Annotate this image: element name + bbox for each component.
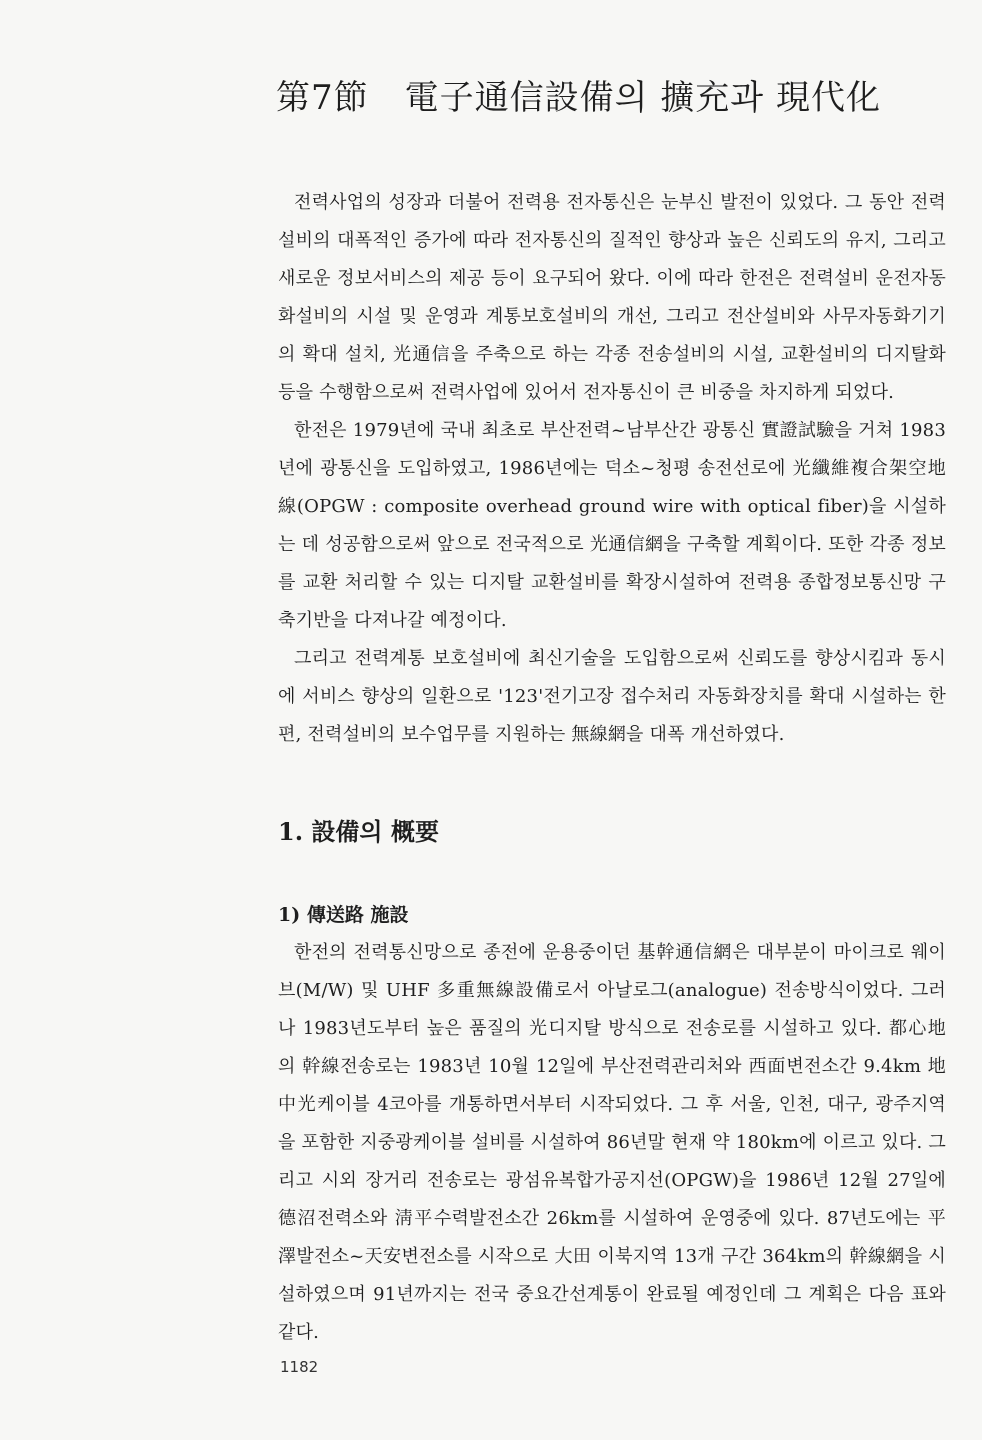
intro-paragraph-2: 한전은 1979년에 국내 최초로 부산전력~남부산간 광통신 實證試驗을 거쳐 1983년에 광통신을 도입하였고, 1986년에는 덕소~청평 송전선로에 光纖維複合架空地線(OPGW : composite overhead ground wire with optical fiber)을 시설하는 데 성공함으로써 앞으로 전국적으로 光通信網을 구축할 계획이다. 또한 각종 정보를 교환 처리할 수 있는 디지탈 교환설비를 확장시설하여 전력용 종합정보통신망 구축기반을 다져나갈 예정이다. [278,420,946,631]
chapter-number: 第7節 [276,78,369,118]
intro-paragraph-3: 그리고 전력계통 보호설비에 최신기술을 도입함으로써 신뢰도를 향상시킴과 동시에 서비스 향상의 일환으로 '123'전기고장 접수처리 자동화장치를 확대 시설하는 한편, 전력설비의 보수업무를 지원하는 無線網을 대폭 개선하였다. [278,648,946,745]
intro-text [278,184,946,754]
subsection-text [278,934,946,1352]
subsection-heading: 1) 傳送路 施設 [278,904,409,926]
intro-paragraph-1: 전력사업의 성장과 더불어 전력용 전자통신은 눈부신 발전이 있었다. 그 동안 전력설비의 대폭적인 증가에 따라 전자통신의 질적인 향상과 높은 신뢰도의 유지, 그리고 새로운 정보서비스의 제공 등이 요구되어 왔다. 이에 따라 한전은 전력설비 운전자동화설비의 시설 및 운영과 계통보호설비의 개선, 그리고 전산설비와 사무자동화기기의 확대 설치, 光通信을 주축으로 하는 각종 전송설비의 시설, 교환설비의 디지탈화 등을 수행함으로써 전력사업에 있어서 전자통신이 큰 비중을 차지하게 되었다. [278,192,946,403]
chapter-title-text: 電子通信設備의 擴充과 現代化 [404,78,881,118]
chapter-title [276,70,881,119]
section-heading: 1. 設備의 概要 [278,817,439,846]
subsection-paragraph: 한전의 전력통신망으로 종전에 운용중이던 基幹通信網은 대부분이 마이크로 웨이브(M/W) 및 UHF 多重無線設備로서 아날로그(analogue) 전송방식이었다. 그러나 1983년도부터 높은 품질의 光디지탈 방식으로 전송로를 시설하고 있다. 都心地의 幹線전송로는 1983년 10월 12일에 부산전력관리처와 西面변전소간 9.4km 地中光케이블 4코아를 개통하면서부터 시작되었다. 그 후 서울, 인천, 대구, 광주지역을 포함한 지중광케이블 설비를 시설하여 86년말 현재 약 180km에 이르고 있다. 그리고 시외 장거리 전송로는 광섬유복합가공지선(OPGW)을 1986년 12월 27일에 德沼전력소와 淸平수력발전소간 26km를 시설하여 운영중에 있다. 87년도에는 平澤발전소~天安변전소를 시작으로 大田 이북지역 13개 구간 364km의 幹線網을 시설하였으며 91년까지는 전국 중요간선계통이 완료될 예정인데 그 계획은 다음 표와 같다. [278,942,946,1343]
page-number: 1182 [280,1358,319,1376]
